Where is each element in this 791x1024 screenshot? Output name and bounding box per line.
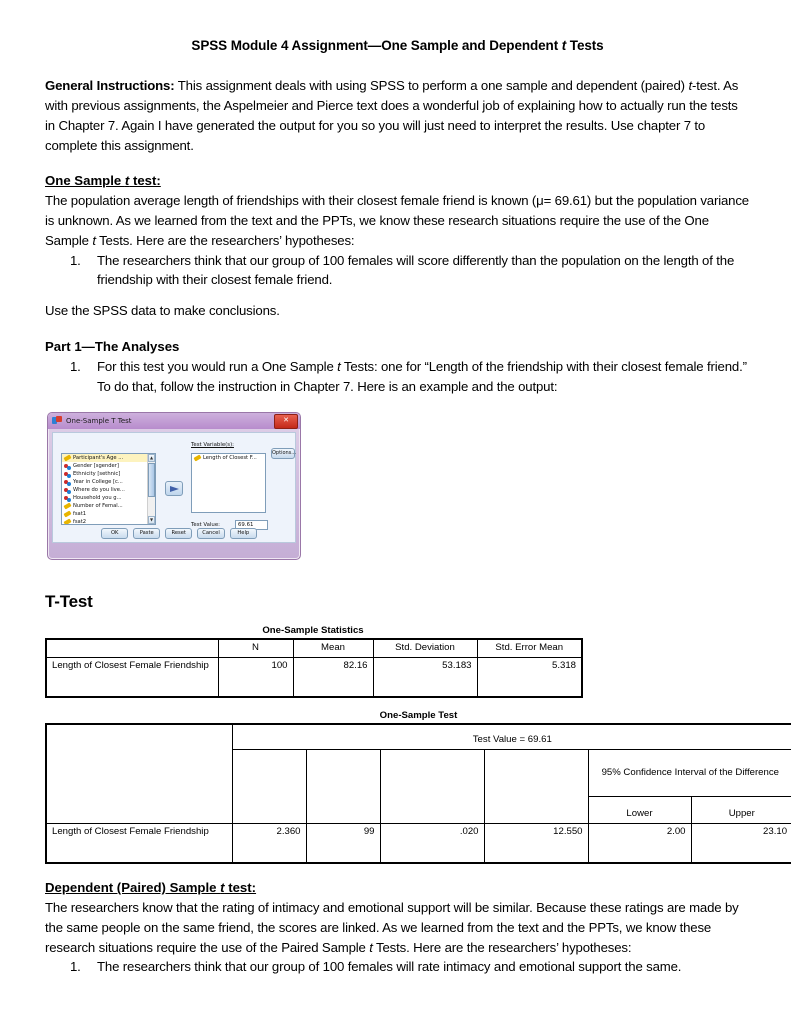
list-item[interactable] xyxy=(62,502,155,510)
ruler-icon xyxy=(64,511,71,518)
list-item xyxy=(45,251,750,291)
table2-col-md-spacer xyxy=(484,750,588,824)
source-variable-list[interactable] xyxy=(61,453,156,525)
table2-caption: One-Sample Test xyxy=(379,710,458,722)
close-icon[interactable]: ✕ xyxy=(274,414,298,429)
table2-cell-sig: .020 xyxy=(380,824,484,864)
list-item[interactable] xyxy=(62,494,155,502)
table1-col-sd: Std. Deviation xyxy=(373,639,477,657)
spss-app-icon xyxy=(52,416,62,426)
table1-col-mean: Mean xyxy=(293,639,373,657)
reset-button[interactable]: Reset xyxy=(165,528,192,539)
dependent-sample-body: The researchers know that the rating of intimacy and emotional support will be similar. Because these ratings are made by the same people on the same friend, the scores are linked. As we learned from the text and the PPTs, we know these research situations require the use of the Paired Sample t Tests. Here are the researchers’ hypotheses: xyxy=(45,900,739,955)
move-variable-right-button[interactable] xyxy=(165,481,183,496)
ruler-icon xyxy=(64,519,71,526)
table2-row-label: Length of Closest Female Friendship xyxy=(46,824,232,864)
one-sample-test-table xyxy=(45,723,791,864)
table2-cell-lower: 2.00 xyxy=(588,824,691,864)
one-sample-body: The population average length of friendships with their closest female friend is known (μ= 69.61) but the population variance is unknown. As we learned from the text and the PPTs, we know these research situations require the use of the One Sample t Tests. Here are the researchers’ hypotheses: xyxy=(45,193,749,248)
list-item-label: Gender [sgender] xyxy=(73,463,119,470)
test-variables-list[interactable] xyxy=(191,453,266,513)
table1-caption: One-Sample Statistics xyxy=(262,625,364,637)
list-item-number: 1. xyxy=(70,959,81,975)
list-item-label: Household you g... xyxy=(73,495,122,502)
table1-row-label: Length of Closest Female Friendship xyxy=(46,658,218,698)
table2-col-t-spacer xyxy=(232,750,306,824)
table1-cell-sem: 5.318 xyxy=(477,658,582,698)
test-value-label: Test Value: xyxy=(191,522,220,529)
table2-cell-t: 2.360 xyxy=(232,824,306,864)
scrollbar-thumb[interactable] xyxy=(148,463,155,497)
one-sample-heading: One Sample t test: xyxy=(45,173,161,189)
table1-cell-mean: 82.16 xyxy=(293,658,373,698)
table-row xyxy=(46,824,791,864)
table1-col-sem: Std. Error Mean xyxy=(477,639,582,657)
list-item-label: Where do you live... xyxy=(73,487,125,494)
page-title: SPSS Module 4 Assignment—One Sample and Dependent t Tests xyxy=(191,38,604,53)
list-item-number: 1. xyxy=(70,252,81,268)
list-item-label: Ethnicity [sethnic] xyxy=(73,471,121,478)
one-sample-statistics-block xyxy=(45,625,581,698)
table-header-row xyxy=(46,639,582,657)
dialog-title: One-Sample T Test xyxy=(66,417,132,426)
table2-ci-header: 95% Confidence Interval of the Difference xyxy=(588,750,791,797)
table2-cell-mean-difference: 12.550 xyxy=(484,824,588,864)
list-item-label: Number of Femal... xyxy=(73,503,123,510)
ruler-icon xyxy=(64,503,71,510)
dialog-body xyxy=(52,432,296,543)
table2-corner-cell xyxy=(46,724,232,824)
list-item[interactable] xyxy=(62,462,155,470)
list-item[interactable] xyxy=(62,454,155,462)
list-item-label: Year in College [c... xyxy=(73,479,123,486)
ttest-section-title: T-Test xyxy=(45,592,93,612)
nominal-icon xyxy=(64,471,71,478)
nominal-icon xyxy=(64,487,71,494)
table-spanner-row xyxy=(46,724,791,750)
options-button[interactable]: Options... xyxy=(271,448,295,459)
list-item[interactable] xyxy=(62,518,155,525)
one-sample-hypothesis-list xyxy=(45,251,750,291)
part1-list xyxy=(45,357,750,397)
dependent-sample-heading: Dependent (Paired) Sample t test: xyxy=(45,880,257,896)
table1-cell-n: 100 xyxy=(218,658,293,698)
dependent-hypothesis-list xyxy=(45,957,750,977)
nominal-icon xyxy=(64,479,71,486)
scroll-up-icon[interactable]: ▲ xyxy=(149,455,154,461)
nominal-icon xyxy=(64,463,71,470)
ruler-icon xyxy=(194,455,201,462)
list-item[interactable] xyxy=(62,486,155,494)
one-sample-statistics-table xyxy=(45,638,583,698)
help-button[interactable]: Help xyxy=(230,528,257,539)
list-item[interactable] xyxy=(62,470,155,478)
general-instructions-label: General Instructions: xyxy=(45,78,175,94)
ruler-icon xyxy=(64,455,71,462)
table2-spanner-test-value: Test Value = 69.61 xyxy=(232,724,791,750)
scroll-down-icon[interactable]: ▼ xyxy=(149,517,154,523)
list-item-label: Participant's Age ... xyxy=(73,455,124,462)
ok-button[interactable]: OK xyxy=(101,528,128,539)
spss-dialog-figure xyxy=(47,412,750,560)
table1-corner-cell xyxy=(46,639,218,657)
one-sample-test-block xyxy=(45,710,791,864)
list-item[interactable] xyxy=(62,510,155,518)
list-item-label: fsat2 xyxy=(73,519,87,526)
document-content xyxy=(45,38,788,977)
part1-heading: Part 1—The Analyses xyxy=(45,338,180,354)
list-item-text: The researchers think that our group of 100 females will score differently than the population on the length of the friendship with their closest female friend. xyxy=(97,252,735,288)
list-item xyxy=(45,357,750,397)
variable-list-scrollbar[interactable] xyxy=(147,454,155,524)
list-item-number: 1. xyxy=(70,358,81,374)
cancel-button[interactable]: Cancel xyxy=(197,528,225,539)
nominal-icon xyxy=(64,495,71,502)
general-instructions-paragraph xyxy=(45,76,750,155)
one-sample-closing: Use the SPSS data to make conclusions. xyxy=(45,303,280,319)
table2-col-df-spacer xyxy=(306,750,380,824)
test-variables-label: Test Variable(s): xyxy=(191,442,234,449)
table2-col-lower: Lower xyxy=(588,797,691,824)
table-row xyxy=(46,658,582,698)
list-item[interactable] xyxy=(62,478,155,486)
list-item-text: For this test you would run a One Sample t Tests: one for “Length of the friendship with their closest female friend.” To do that, follow the instruction in Chapter 7. Here is an example and the output: xyxy=(97,358,747,394)
dialog-button-row xyxy=(57,528,301,539)
table2-cell-df: 99 xyxy=(306,824,380,864)
general-instructions-body: This assignment deals with using SPSS to perform a one sample and dependent (paired) t-test. As with previous assignments, the Aspelmeier and Pierce text does a wonderful job of explaining how to actually run the tests in Chapter 7. Again I have generated the output for you so you will just need to interpret the results. Use chapter 7 to complete this assignment. xyxy=(45,78,739,153)
list-item[interactable] xyxy=(192,454,265,462)
table2-cell-upper: 23.10 xyxy=(691,824,791,864)
list-item-label: fsat1 xyxy=(73,511,87,518)
table1-col-n: N xyxy=(218,639,293,657)
dialog-title-bar xyxy=(48,413,300,429)
table2-col-upper: Upper xyxy=(691,797,791,824)
one-sample-t-test-dialog[interactable] xyxy=(47,412,301,560)
list-item xyxy=(45,957,750,977)
list-item-text: The researchers think that our group of 100 females will rate intimacy and emotional support the same. xyxy=(97,959,682,975)
paste-button[interactable]: Paste xyxy=(133,528,160,539)
list-item-label: Length of Closest F... xyxy=(203,455,257,462)
table1-cell-sd: 53.183 xyxy=(373,658,477,698)
test-value-input[interactable]: 69.61 xyxy=(235,520,268,530)
table2-col-sig-spacer xyxy=(380,750,484,824)
